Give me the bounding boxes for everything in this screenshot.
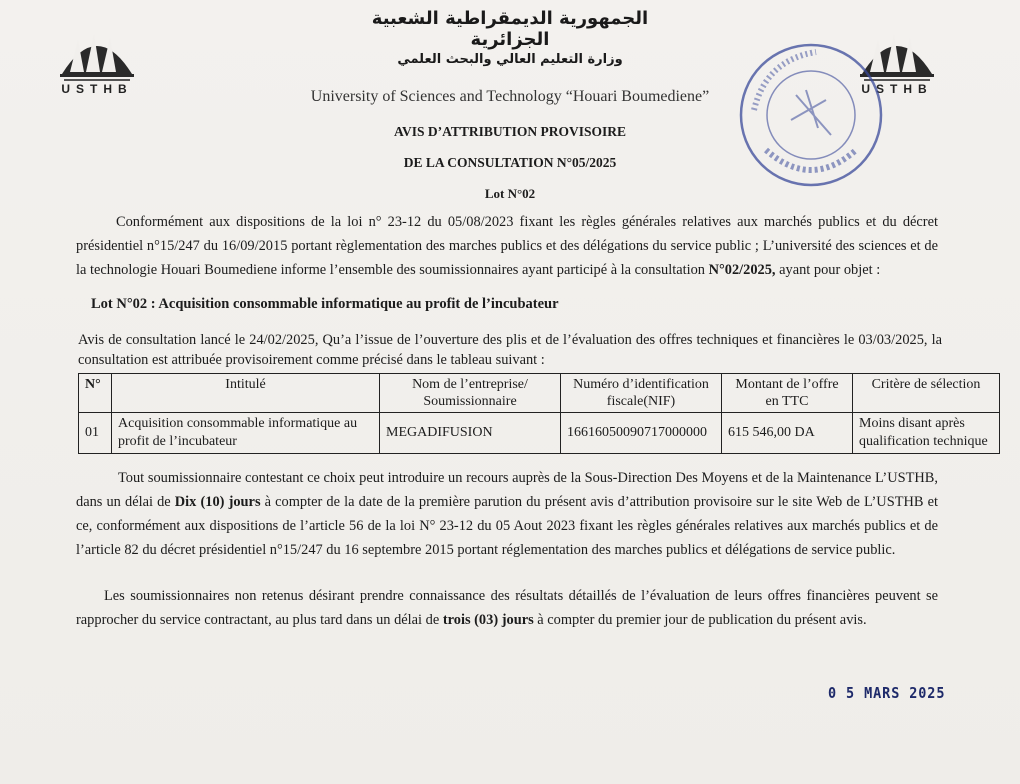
consultation-number: DE LA CONSULTATION N°05/2025	[403, 155, 617, 170]
usthb-logo-left	[52, 22, 142, 102]
non-retenus-delay: trois (03) jours	[442, 612, 534, 628]
col-header-nif: Numéro d’identification fiscale(NIF)	[561, 374, 722, 413]
recours-paragraph	[76, 466, 938, 562]
arabic-ministry-heading: وزارة التعليم العالي والبحث العلمي	[397, 52, 623, 67]
intro-text: Conformément aux dispositions de la loi n° 23-12 du 05/08/2023 fixant les règles générales relatives aux marchés publics et du décret présidentiel n°15/247 du 16/09/2015 portant règlementation des marches publics et des délégations du service public ; L’université des sciences et de la technologie Houari Boumediene informe l’ensemble des soumissionnaires ayant participé à la consultation	[76, 214, 938, 278]
non-retenus-text-b: à compter du premier jour de publication du présent avis.	[533, 612, 867, 628]
lot-heading: Lot N°02 : Acquisition consommable informatique au profit de l’incubateur	[91, 296, 559, 312]
cell-entreprise: MEGADIFUSION	[380, 413, 561, 454]
date-stamp: 0 5 MARS 2025	[828, 684, 946, 702]
col-header-critere: Critère de sélection	[853, 374, 1000, 413]
arabic-republic-heading: الجمهورية الديمقراطية الشعبية الجزائرية	[371, 8, 649, 50]
cell-intitule: Acquisition consommable informatique au profit de l’incubateur	[112, 413, 380, 454]
col-header-entreprise: Nom de l’entreprise/ Soumissionnaire	[380, 374, 561, 413]
intro-end: ayant pour objet :	[775, 262, 881, 278]
notice-title: AVIS D’ATTRIBUTION PROVISOIRE	[393, 124, 627, 139]
table-row	[79, 413, 1000, 454]
non-retenus-text-a: Les soumissionnaires non retenus désirant prendre connaissance des résultats détaillés de l’évaluation de leurs offres financières peuvent se rapprocher du service contractant, au plus tard dans un délai de	[76, 588, 938, 628]
logo-text: USTHB	[61, 82, 133, 96]
logo-text: USTHB	[861, 82, 933, 96]
recours-text-a: Tout soumissionnaire contestant ce choix peut introduire un recours auprès de la Sous-Direction Des Moyens et de la Maintenance L’USTHB, dans un délai de	[76, 470, 938, 510]
consultation-ref: N°02/2025,	[708, 262, 776, 278]
attribution-table	[78, 373, 1000, 454]
university-name: University of Sciences and Technology “Houari Boumediene”	[310, 88, 710, 105]
non-retenus-paragraph	[76, 584, 938, 632]
intro-paragraph	[76, 210, 938, 282]
cell-montant: 615 546,00 DA	[722, 413, 853, 454]
col-header-montant: Montant de l’offre en TTC	[722, 374, 853, 413]
col-header-intitule: Intitulé	[112, 374, 380, 413]
university-logo-icon	[52, 22, 142, 84]
table-header-row	[79, 374, 1000, 413]
recours-delay: Dix (10) jours	[174, 494, 261, 510]
consultation-paragraph: Avis de consultation lancé le 24/02/2025, Qu’a l’issue de l’ouverture des plis et de l’évaluation des offres techniques et financières le 03/03/2025, la consultation est attribuée provisoirement comme précisé dans le tableau suivant :	[78, 332, 942, 368]
cell-nif: 16616050090717000000	[561, 413, 722, 454]
lot-number: Lot N°02	[484, 186, 536, 201]
col-header-number: N°	[79, 374, 112, 413]
cell-number: 01	[79, 413, 112, 454]
recours-text-b: à compter de la date de la première parution du présent avis d’attribution provisoire sur le site Web de L’USTHB et ce, conformément aux dispositions de l’article 56 de la loi N° 23-12 du 05 Aout 2023 fixant les règles générales relatives aux marchés publics et de l’article 82 du décret présidentiel n°15/247 du 16 septembre 2015 portant réglementation des marches publics et délégations de service public.	[76, 494, 938, 558]
cell-critere: Moins disant après qualification technique	[853, 413, 1000, 454]
